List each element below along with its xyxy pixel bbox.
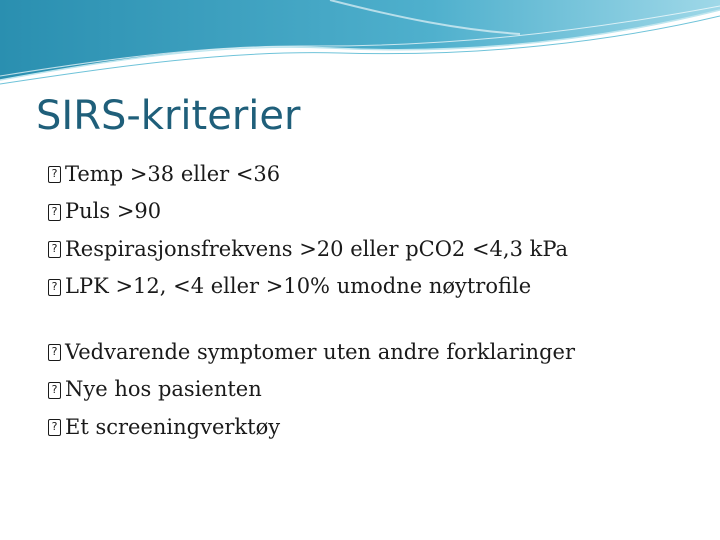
bullet-item-screening	[48, 408, 688, 446]
missing-glyph-icon	[48, 279, 61, 296]
bullet-item-lpk	[48, 268, 688, 306]
bullet-text: Vedvarende symptomer uten andre forklaringer	[65, 339, 575, 364]
bullet-text: Nye hos pasienten	[65, 377, 262, 402]
bullet-text: Temp >38 eller <36	[65, 161, 281, 186]
missing-glyph-icon	[48, 382, 61, 399]
missing-glyph-icon	[48, 419, 61, 436]
missing-glyph-icon	[48, 204, 61, 221]
bullet-item-temp	[48, 155, 688, 193]
bullet-text: Et screeningverktøy	[65, 414, 281, 439]
slide-title: SIRS-kriterier	[36, 93, 301, 139]
header-wave-decoration	[0, 0, 720, 90]
bullet-list	[48, 155, 688, 446]
missing-glyph-icon	[48, 344, 61, 361]
bullet-text: LPK >12, <4 eller >10% umodne nøytrofile	[65, 274, 532, 299]
bullet-item-respirasjon	[48, 230, 688, 268]
bullet-item-vedvarende	[48, 333, 688, 371]
bullet-item-puls	[48, 193, 688, 231]
missing-glyph-icon	[48, 241, 61, 258]
bullet-text: Respirasjonsfrekvens >20 eller pCO2 <4,3 kPa	[65, 236, 569, 261]
bullet-item-nye	[48, 371, 688, 409]
bullet-text: Puls >90	[65, 199, 162, 224]
missing-glyph-icon	[48, 166, 61, 183]
